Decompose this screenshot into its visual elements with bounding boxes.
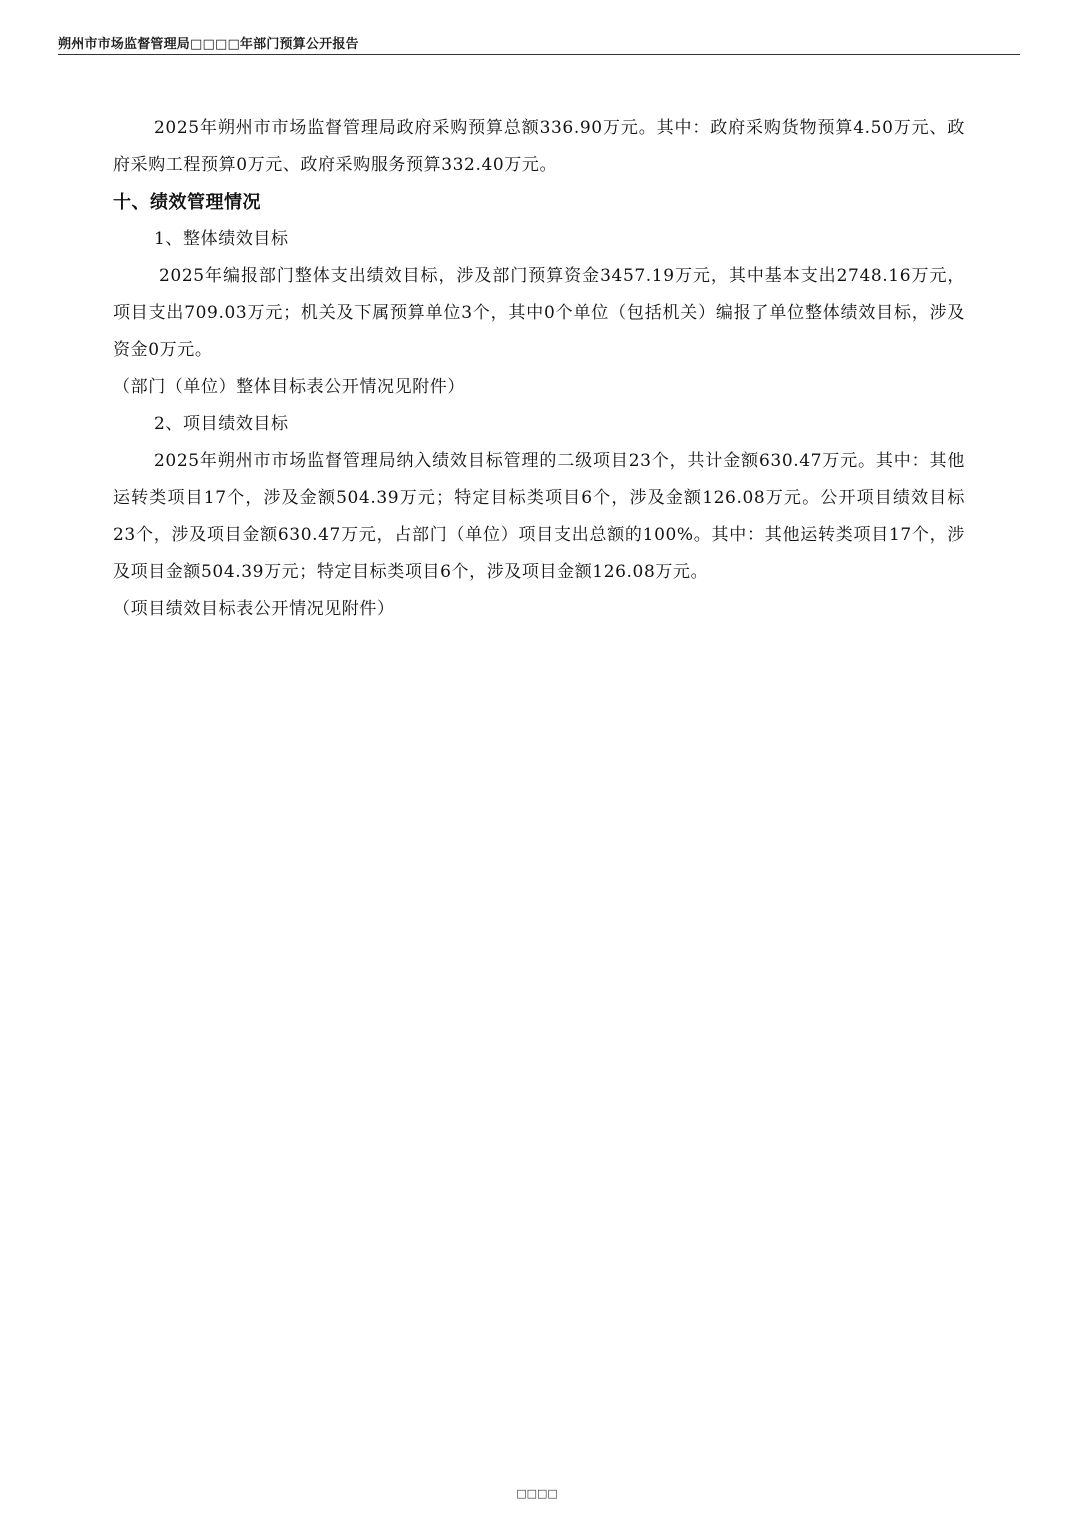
subsection-1-body: 2025年编报部门整体支出绩效目标，涉及部门预算资金3457.19万元，其中基本支出2748.16万元，项目支出709.03万元；机关及下属预算单位3个，其中0个单位（包括机关）编报了单位整体绩效目标，涉及资金0万元。	[113, 266, 965, 360]
subsection-2-body: 2025年朔州市市场监督管理局纳入绩效目标管理的二级项目23个，共计金额630.47万元。其中：其他运转类项目17个，涉及金额504.39万元；特定目标类项目6个，涉及金额126.08万元。公开项目绩效目标23个，涉及项目金额630.47万元，占部门（单位）项目支出总额的100%。其中：其他运转类项目17个，涉及项目金额504.39万元；特定目标类项目6个，涉及项目金额126.08万元。	[113, 451, 965, 582]
page-number: □□□□	[516, 1487, 558, 1500]
subsection-2-title: 2、项目绩效目标	[154, 414, 289, 434]
procurement-paragraph: 2025年朔州市市场监督管理局政府采购预算总额336.90万元。其中：政府采购货物预算4.50万元、政府采购工程预算0万元、政府采购服务预算332.40万元。	[113, 118, 965, 175]
page-header	[58, 32, 1020, 55]
page-footer	[0, 1487, 1074, 1500]
subsection-2-note: （项目绩效目标表公开情况见附件）	[113, 599, 395, 619]
header-title: 朔州市市场监督管理局□□□□年部门预算公开报告	[58, 37, 359, 52]
subsection-1-title: 1、整体绩效目标	[154, 229, 289, 249]
subsection-1-note: （部门（单位）整体目标表公开情况见附件）	[113, 377, 465, 397]
section-heading: 十、绩效管理情况	[113, 192, 261, 213]
document-body	[113, 110, 965, 628]
